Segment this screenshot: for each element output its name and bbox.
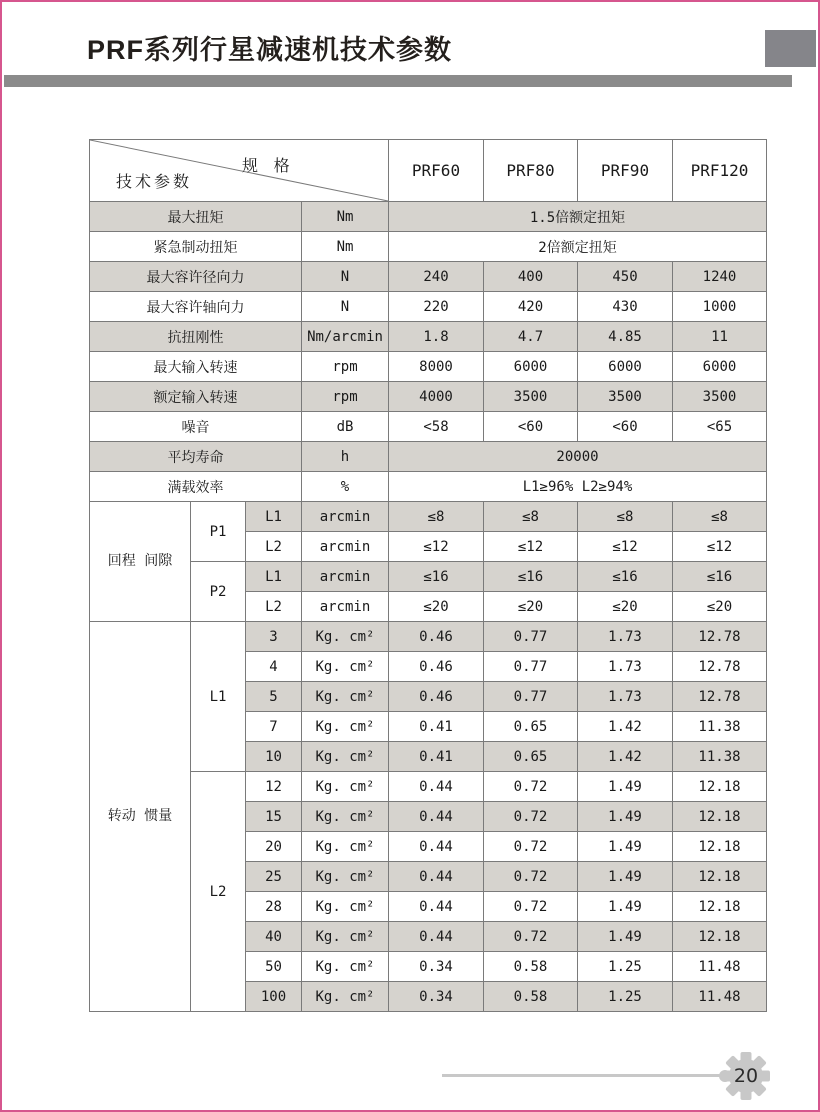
value-cell: 0.46	[389, 682, 484, 712]
unit-cell: Nm	[302, 232, 389, 262]
unit-cell: Kg. cm²	[302, 772, 389, 802]
table-row	[90, 442, 767, 472]
table-row	[90, 322, 767, 352]
value-cell: 3500	[578, 382, 673, 412]
value-cell: 0.72	[484, 772, 578, 802]
subgroup-label: P1	[191, 502, 246, 562]
value-cell: ≤20	[673, 592, 767, 622]
unit-cell: dB	[302, 412, 389, 442]
value-cell: 0.72	[484, 802, 578, 832]
table-header-row	[90, 140, 767, 202]
sub-label: 3	[246, 622, 302, 652]
table-row	[90, 202, 767, 232]
value-cell: 11	[673, 322, 767, 352]
value-cell: 4.85	[578, 322, 673, 352]
unit-cell: Kg. cm²	[302, 952, 389, 982]
value-cell: 12.78	[673, 622, 767, 652]
param-label: 最大扭矩	[90, 202, 302, 232]
value-cell: 12.78	[673, 682, 767, 712]
value-cell: 1.49	[578, 892, 673, 922]
unit-cell: Kg. cm²	[302, 742, 389, 772]
value-cell: 1.49	[578, 802, 673, 832]
sub-label: L2	[246, 592, 302, 622]
subgroup-label: L1	[191, 622, 246, 772]
value-cell: ≤8	[389, 502, 484, 532]
sub-label: L2	[246, 532, 302, 562]
diagonal-header-cell	[90, 140, 389, 202]
value-cell: 0.72	[484, 892, 578, 922]
value-cell: 1.73	[578, 622, 673, 652]
value-cell: 0.72	[484, 862, 578, 892]
value-cell: 0.77	[484, 652, 578, 682]
param-label: 噪音	[90, 412, 302, 442]
value-cell: 0.41	[389, 742, 484, 772]
unit-cell: N	[302, 292, 389, 322]
value-cell: L1≥96% L2≥94%	[389, 472, 767, 502]
param-label: 额定输入转速	[90, 382, 302, 412]
value-cell: ≤20	[389, 592, 484, 622]
unit-cell: Kg. cm²	[302, 622, 389, 652]
value-cell: 240	[389, 262, 484, 292]
value-cell: 2倍额定扭矩	[389, 232, 767, 262]
value-cell: 0.44	[389, 772, 484, 802]
column-header-prf90: PRF90	[578, 140, 673, 202]
unit-cell: Kg. cm²	[302, 802, 389, 832]
value-cell: 1.42	[578, 742, 673, 772]
sub-label: 12	[246, 772, 302, 802]
value-cell: 1.49	[578, 832, 673, 862]
value-cell: 0.34	[389, 982, 484, 1012]
value-cell: 0.44	[389, 802, 484, 832]
unit-cell: Nm	[302, 202, 389, 232]
column-header-prf60: PRF60	[389, 140, 484, 202]
value-cell: 1.49	[578, 772, 673, 802]
value-cell: 4.7	[484, 322, 578, 352]
value-cell: ≤16	[673, 562, 767, 592]
param-label: 最大容许轴向力	[90, 292, 302, 322]
table-row	[90, 382, 767, 412]
param-label: 紧急制动扭矩	[90, 232, 302, 262]
sub-label: 15	[246, 802, 302, 832]
unit-cell: Kg. cm²	[302, 832, 389, 862]
unit-cell: rpm	[302, 382, 389, 412]
value-cell: 12.18	[673, 922, 767, 952]
unit-cell: arcmin	[302, 562, 389, 592]
value-cell: 400	[484, 262, 578, 292]
value-cell: 0.44	[389, 862, 484, 892]
value-cell: 0.58	[484, 952, 578, 982]
value-cell: <60	[578, 412, 673, 442]
value-cell: ≤8	[578, 502, 673, 532]
value-cell: 11.48	[673, 982, 767, 1012]
value-cell: 4000	[389, 382, 484, 412]
page-number-gear	[720, 1050, 772, 1102]
value-cell: ≤20	[578, 592, 673, 622]
table-row	[90, 262, 767, 292]
value-cell: ≤16	[484, 562, 578, 592]
page-number: 20	[733, 1065, 759, 1087]
value-cell: 6000	[673, 352, 767, 382]
param-label: 平均寿命	[90, 442, 302, 472]
value-cell: 6000	[578, 352, 673, 382]
sub-label: 28	[246, 892, 302, 922]
value-cell: 11.38	[673, 712, 767, 742]
sub-label: 20	[246, 832, 302, 862]
value-cell: 1240	[673, 262, 767, 292]
unit-cell: N	[302, 262, 389, 292]
sub-label: 25	[246, 862, 302, 892]
table-row	[90, 472, 767, 502]
table-row	[90, 502, 767, 532]
sub-label: L1	[246, 562, 302, 592]
group-label: 转动 惯量	[90, 622, 191, 1012]
table-row	[90, 412, 767, 442]
value-cell: ≤12	[578, 532, 673, 562]
value-cell: 0.44	[389, 922, 484, 952]
value-cell: 0.65	[484, 712, 578, 742]
value-cell: 1.8	[389, 322, 484, 352]
value-cell: ≤20	[484, 592, 578, 622]
value-cell: 6000	[484, 352, 578, 382]
table-row	[90, 232, 767, 262]
value-cell: 220	[389, 292, 484, 322]
table-row	[90, 352, 767, 382]
value-cell: 1.25	[578, 952, 673, 982]
unit-cell: arcmin	[302, 592, 389, 622]
value-cell: ≤16	[389, 562, 484, 592]
value-cell: 12.18	[673, 892, 767, 922]
sub-label: 4	[246, 652, 302, 682]
page-title: PRF系列行星减速机技术参数	[87, 35, 452, 65]
value-cell: 0.46	[389, 652, 484, 682]
unit-cell: arcmin	[302, 532, 389, 562]
column-header-prf80: PRF80	[484, 140, 578, 202]
unit-cell: Kg. cm²	[302, 862, 389, 892]
value-cell: 0.58	[484, 982, 578, 1012]
unit-cell: Nm/arcmin	[302, 322, 389, 352]
value-cell: 0.77	[484, 682, 578, 712]
table-row	[90, 772, 767, 802]
value-cell: 1.49	[578, 862, 673, 892]
value-cell: ≤12	[484, 532, 578, 562]
header-spec-label: 规 格	[242, 156, 293, 175]
value-cell: 1.5倍额定扭矩	[389, 202, 767, 232]
sub-label: 40	[246, 922, 302, 952]
footer-rule	[442, 1074, 720, 1077]
title-underline-bar	[4, 75, 792, 87]
value-cell: 0.44	[389, 892, 484, 922]
value-cell: ≤8	[673, 502, 767, 532]
value-cell: 1.73	[578, 652, 673, 682]
value-cell: ≤12	[673, 532, 767, 562]
unit-cell: h	[302, 442, 389, 472]
value-cell: <65	[673, 412, 767, 442]
value-cell: ≤16	[578, 562, 673, 592]
unit-cell: %	[302, 472, 389, 502]
value-cell: 1.42	[578, 712, 673, 742]
unit-cell: rpm	[302, 352, 389, 382]
sub-label: 10	[246, 742, 302, 772]
value-cell: 12.18	[673, 862, 767, 892]
value-cell: 0.65	[484, 742, 578, 772]
value-cell: 8000	[389, 352, 484, 382]
sub-label: L1	[246, 502, 302, 532]
spec-table	[89, 139, 767, 1012]
value-cell: ≤12	[389, 532, 484, 562]
param-label: 最大输入转速	[90, 352, 302, 382]
value-cell: 12.18	[673, 832, 767, 862]
value-cell: 430	[578, 292, 673, 322]
value-cell: 12.78	[673, 652, 767, 682]
unit-cell: Kg. cm²	[302, 652, 389, 682]
value-cell: 12.18	[673, 772, 767, 802]
subgroup-label: L2	[191, 772, 246, 1012]
value-cell: 3500	[484, 382, 578, 412]
param-label: 最大容许径向力	[90, 262, 302, 292]
value-cell: 3500	[673, 382, 767, 412]
corner-decoration	[765, 30, 816, 67]
value-cell: 11.38	[673, 742, 767, 772]
table-row	[90, 622, 767, 652]
value-cell: 0.34	[389, 952, 484, 982]
param-label: 满载效率	[90, 472, 302, 502]
value-cell: 1.73	[578, 682, 673, 712]
group-label: 回程 间隙	[90, 502, 191, 622]
value-cell: 450	[578, 262, 673, 292]
unit-cell: Kg. cm²	[302, 982, 389, 1012]
value-cell: 12.18	[673, 802, 767, 832]
sub-label: 7	[246, 712, 302, 742]
table-row	[90, 562, 767, 592]
value-cell: ≤8	[484, 502, 578, 532]
value-cell: 0.46	[389, 622, 484, 652]
sub-label: 100	[246, 982, 302, 1012]
subgroup-label: P2	[191, 562, 246, 622]
value-cell: 0.44	[389, 832, 484, 862]
value-cell: 1.49	[578, 922, 673, 952]
unit-cell: Kg. cm²	[302, 892, 389, 922]
value-cell: 0.72	[484, 922, 578, 952]
value-cell: 0.72	[484, 832, 578, 862]
value-cell: 1000	[673, 292, 767, 322]
sub-label: 50	[246, 952, 302, 982]
value-cell: 0.41	[389, 712, 484, 742]
value-cell: 20000	[389, 442, 767, 472]
value-cell: <60	[484, 412, 578, 442]
value-cell: <58	[389, 412, 484, 442]
value-cell: 420	[484, 292, 578, 322]
value-cell: 1.25	[578, 982, 673, 1012]
value-cell: 11.48	[673, 952, 767, 982]
unit-cell: arcmin	[302, 502, 389, 532]
unit-cell: Kg. cm²	[302, 712, 389, 742]
table-row	[90, 292, 767, 322]
value-cell: 0.77	[484, 622, 578, 652]
unit-cell: Kg. cm²	[302, 682, 389, 712]
unit-cell: Kg. cm²	[302, 922, 389, 952]
header-param-label: 技术参数	[116, 172, 193, 191]
sub-label: 5	[246, 682, 302, 712]
column-header-prf120: PRF120	[673, 140, 767, 202]
param-label: 抗扭刚性	[90, 322, 302, 352]
